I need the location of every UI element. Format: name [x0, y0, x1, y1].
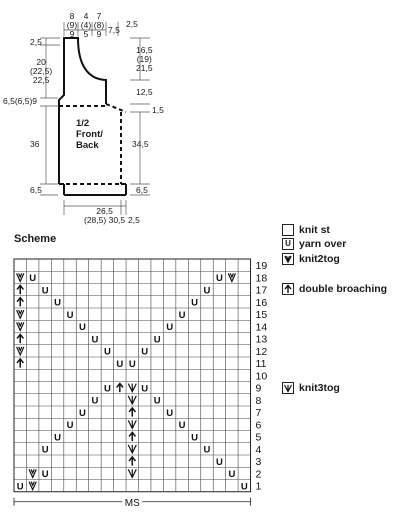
row-number: 2 [255, 468, 262, 481]
right-armhole: 12,5 [136, 87, 153, 97]
left-body: 36 [30, 139, 40, 149]
yarn-over-mark: U [79, 407, 86, 419]
yarn-over-mark: U [54, 432, 62, 444]
yarn-over-mark: U [103, 383, 111, 395]
row-number: 6 [255, 419, 262, 432]
knit2tog-icon [282, 253, 294, 265]
yarn-over-mark: U [191, 432, 198, 444]
legend-knit3tog: knit3tog [282, 382, 340, 394]
left-side-dec: 6,5(6,5)9 [3, 96, 38, 106]
yarn-over-mark: U [91, 395, 99, 407]
left-hem: 6,5 [30, 185, 42, 195]
yarn-over-mark: U [153, 334, 161, 346]
top-width-1: 8 (9) 9 [66, 11, 78, 39]
ms-label: MS [124, 497, 140, 509]
row-number: 10 [255, 370, 268, 383]
bottom-width: 26,5 (28,5) 30,5 [84, 206, 126, 225]
row-number: 9 [255, 382, 262, 395]
legend-yarn-over: U yarn over [282, 238, 346, 250]
right-hem: 6,5 [136, 185, 148, 195]
left-shoulder: 2,5 [30, 37, 42, 47]
row-number: 19 [255, 260, 268, 273]
top-width-2: 4 (4) 5 [80, 11, 92, 39]
row-number: 15 [255, 309, 268, 322]
row-number: 14 [255, 321, 268, 334]
yarn-over-mark: U [79, 322, 86, 334]
yarn-over-mark: U [178, 420, 186, 432]
legend-knit: knit st [282, 224, 330, 236]
left-armhole: 20 (22,5) 22,5 [30, 57, 53, 85]
top-right: 2,5 [126, 19, 138, 29]
row-number: 1 [255, 480, 262, 493]
knit3tog-icon [282, 382, 294, 394]
row-number: 16 [255, 296, 268, 309]
yarn-over-mark: U [215, 456, 223, 468]
yarn-over-mark: U [228, 469, 236, 481]
knit-st-icon [282, 224, 294, 236]
yarn-over-mark: U [166, 322, 174, 334]
yarn-over-mark: U [240, 481, 248, 493]
yarn-over-mark: U [141, 383, 149, 395]
yarn-over-mark: U [178, 309, 186, 321]
legend-knit2tog: knit2tog [282, 253, 340, 265]
scheme-title: Scheme [14, 233, 57, 245]
yarn-over-mark: U [54, 297, 62, 309]
row-number: 4 [255, 443, 262, 456]
row-number: 8 [255, 394, 262, 407]
yarn-over-mark: U [128, 358, 136, 370]
row-number: 11 [255, 358, 267, 371]
yarn-over-mark: U [166, 407, 174, 419]
yarn-over-mark: U [203, 285, 211, 297]
row-number: 17 [255, 284, 268, 297]
yarn-over-mark: U [41, 469, 49, 481]
row-number: 13 [255, 333, 268, 346]
row-number: 12 [255, 345, 268, 358]
yarn-over-mark: U [16, 481, 24, 493]
yarn-over-mark: U [41, 285, 49, 297]
row-number: 7 [255, 407, 262, 420]
row-number: 3 [255, 456, 262, 469]
yarn-over-mark: U [203, 444, 211, 456]
top-width-3: 7 (8) 9 [93, 11, 105, 39]
yarn-over-mark: U [153, 395, 161, 407]
yarn-over-mark: U [66, 309, 74, 321]
right-neck: 16,5 (19) 21,5 [136, 45, 153, 73]
yarn-over-mark: U [191, 297, 198, 309]
bottom-extra: 2,5 [128, 215, 140, 225]
yarn-over-mark: U [66, 420, 74, 432]
double-broaching-icon [282, 283, 294, 295]
row-number: 5 [255, 431, 262, 444]
row-number: 18 [255, 272, 268, 285]
yarn-over-mark: U [41, 444, 49, 456]
right-armhole-dec: 1,5 [152, 105, 164, 115]
top-extra: 7,5 [108, 25, 120, 35]
yarn-over-mark: U [141, 346, 149, 358]
yarn-over-mark: U [103, 346, 111, 358]
yarn-over-icon: U [282, 238, 294, 250]
legend-double-broaching: double broaching [282, 283, 387, 295]
piece-label: 1/2 Front/ Back [76, 118, 103, 151]
yarn-over-mark: U [29, 273, 37, 285]
yarn-over-mark: U [215, 273, 223, 285]
yarn-over-mark: U [91, 334, 99, 346]
yarn-over-mark: U [116, 358, 124, 370]
right-body: 34,5 [132, 139, 149, 149]
